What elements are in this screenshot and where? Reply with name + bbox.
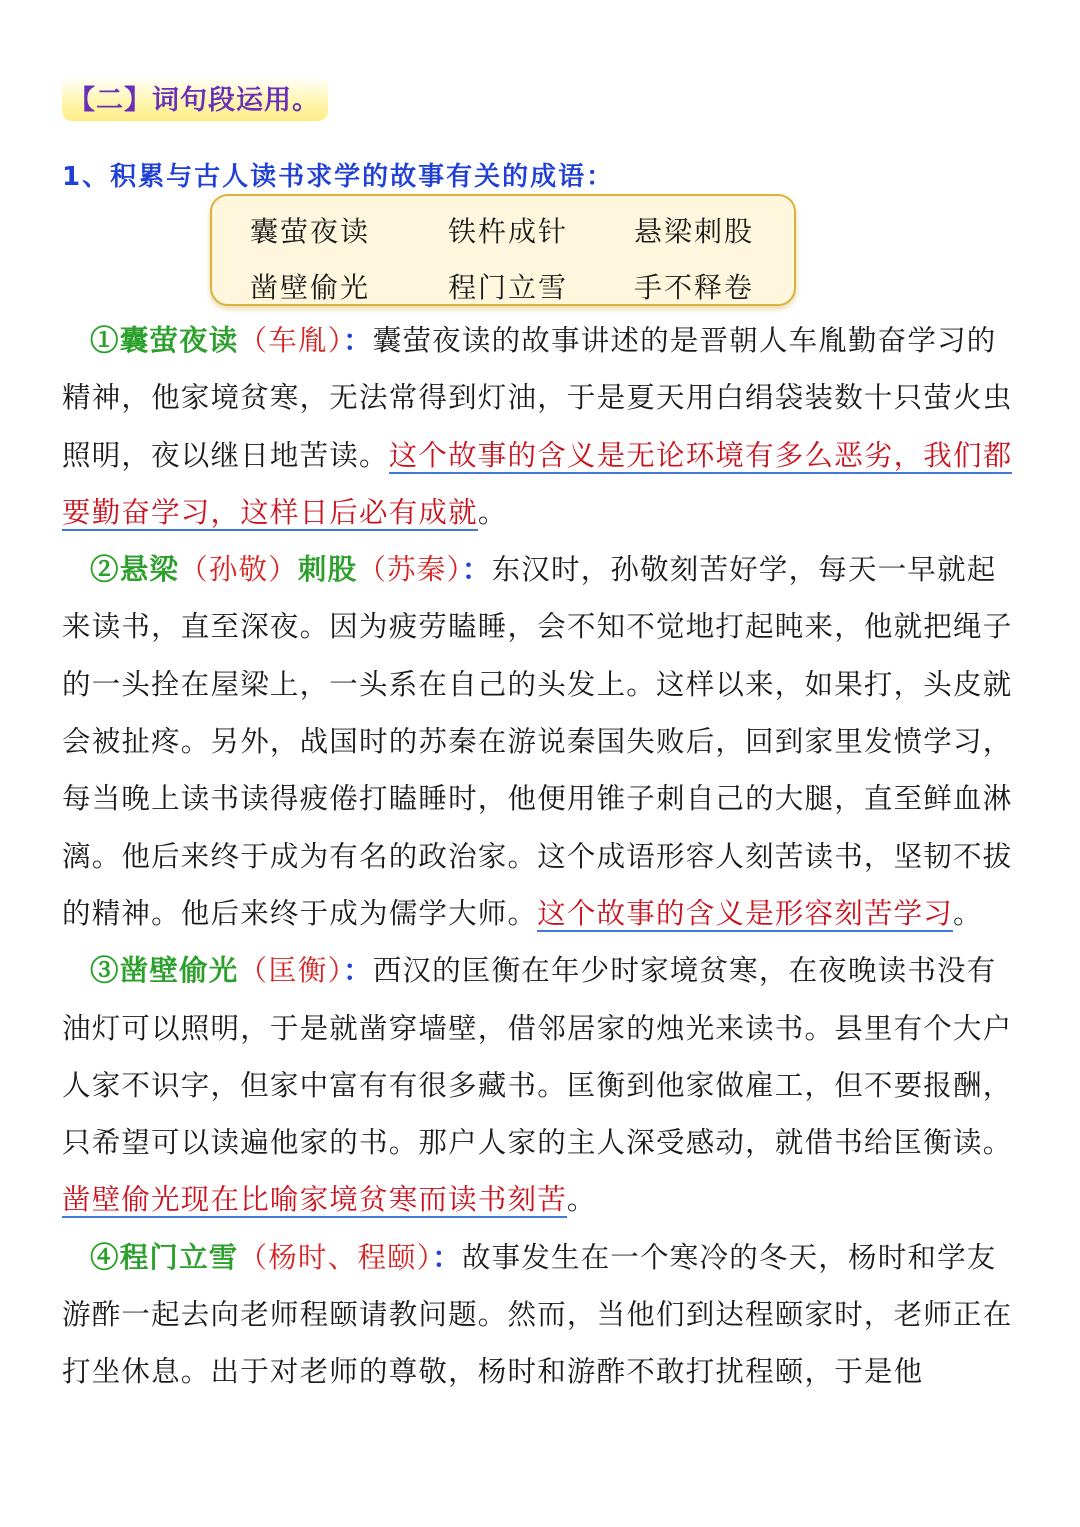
bracket-close: ） xyxy=(416,1240,433,1274)
story-body: 囊萤夜读的故事讲述的是晋朝人车胤勤奋学习的精神，他家境贫寒，无法常得到灯油，于是夏天用白绢袋装数十只萤火虫照明，夜以继日地苦读。 xyxy=(62,324,1013,472)
story-idiom: 刺股 xyxy=(297,552,358,587)
bracket-close: ） xyxy=(327,954,344,988)
idiom-item: 囊萤夜读 xyxy=(250,215,371,248)
story-idiom: 程门立雪 xyxy=(119,1239,239,1274)
story-end: 。 xyxy=(953,896,983,930)
subsection-title: 1、积累与古人读书求学的故事有关的成语： xyxy=(62,162,615,192)
person-name: 孙敬 xyxy=(208,553,269,587)
bracket-open: （ xyxy=(238,1240,269,1274)
story-number: ① xyxy=(90,323,120,357)
story-end: 。 xyxy=(566,1183,597,1217)
idiom-item: 手不释卷 xyxy=(634,271,755,304)
colon: ： xyxy=(432,1239,462,1274)
bracket-open: （ xyxy=(238,324,269,357)
idiom-item: 程门立雪 xyxy=(448,271,569,304)
story-paragraph xyxy=(62,312,1022,541)
person-name: 苏秦 xyxy=(387,553,447,587)
story-idiom: 囊萤夜读 xyxy=(119,323,239,357)
story-paragraph xyxy=(62,1229,1022,1401)
story-body: 西汉的匡衡在年少时家境贫寒，在夜晚读书没有油灯可以照明，于是就凿穿墙壁，借邻居家的烛光来读书。县里有个大户人家不识字，但家中富有有很多藏书。匡衡到他家做雇工，但不要报酬，只希望可以读遍他家的书。那户人家的主人深受感动，就借书给匡衡读。 xyxy=(62,954,1013,1160)
story-body: 故事发生在一个寒冷的冬天，杨时和学友游酢一起去向老师程颐请教问题。然而，当他们到达程颐家时，老师正在打坐休息。出于对老师的尊敬，杨时和游酢不敢打扰程颐，于是他 xyxy=(62,1240,1013,1389)
person-name: 匡衡 xyxy=(268,954,328,988)
bracket-open: （ xyxy=(357,553,388,587)
bracket-open: （ xyxy=(179,553,209,587)
person-name: 杨时、程颐 xyxy=(268,1240,417,1274)
section-title: 【二】词句段运用。 xyxy=(62,76,328,121)
story-meaning: 凿壁偷光现在比喻家境贫寒而读书刻苦 xyxy=(62,1183,567,1217)
story-idiom: 悬梁 xyxy=(119,552,180,587)
idiom-item: 凿壁偷光 xyxy=(250,271,371,304)
story-meaning: 这个故事的含义是形容刻苦学习 xyxy=(537,896,954,930)
idiom-item: 铁杵成针 xyxy=(448,215,569,248)
story-body: 东汉时，孙敬刻苦好学，每天一早就起来读书，直至深夜。因为疲劳瞌睡，会不知不觉地打起盹来，他就把绳子的一头拴在屋梁上，一头系在自己的头发上。这样以来，如果打，头皮就会被扯疼。另外，战国时的苏秦在游说秦国失败后，回到家里发愤学习，每当晚上读书读得疲倦打瞌睡时，他便用锥子刺自己的大腿，直至鲜血淋漓。他后来终于成为有名的政治家。这个成语形容人刻苦读书，坚韧不拔的精神。他后来终于成为儒学大师。 xyxy=(62,553,1013,930)
idiom-item: 悬梁刺股 xyxy=(634,215,755,248)
bracket-open: （ xyxy=(238,954,269,988)
bracket-close: ） xyxy=(268,553,298,587)
story-paragraph xyxy=(62,541,1022,942)
story-number: ③ xyxy=(90,953,120,988)
story-list xyxy=(62,312,1022,1401)
story-end: 。 xyxy=(477,495,508,529)
story-paragraph xyxy=(62,942,1022,1228)
person-name: 车胤 xyxy=(268,324,328,357)
colon: ： xyxy=(343,323,373,357)
colon: ： xyxy=(461,552,492,587)
story-number: ④ xyxy=(90,1239,120,1274)
story-meaning: 这个故事的含义是无论环境有多么恶劣，我们都要勤奋学习，这样日后必有成就 xyxy=(62,438,1013,529)
story-number: ② xyxy=(90,552,120,587)
idiom-box xyxy=(210,194,796,306)
colon: ： xyxy=(343,953,373,988)
bracket-close: ） xyxy=(327,324,344,357)
bracket-close: ） xyxy=(446,553,462,587)
story-idiom: 凿壁偷光 xyxy=(119,953,239,988)
